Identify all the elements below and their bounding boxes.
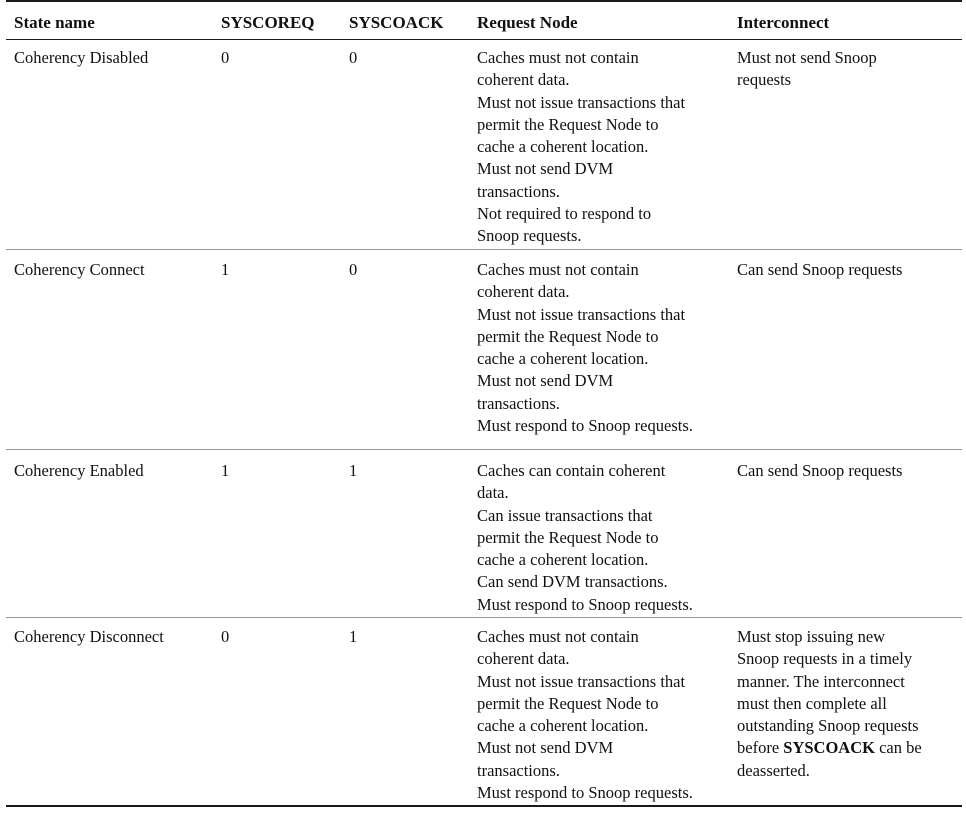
interconnect-cell: Can send Snoop requests	[737, 461, 903, 480]
syscoack-cell: 1	[349, 627, 358, 646]
syscoreq-cell: 0	[221, 627, 230, 646]
state-name-cell: Coherency Connect	[14, 260, 145, 279]
syscoack-signal-name: SYSCOACK	[783, 738, 875, 758]
request-node-cell: Caches must not contain coherent data. Must not issue transactions that permit the Request Node to cache a coherent location. Must not send DVM transactions. Must respond to Snoop requests.	[477, 627, 693, 803]
table-bottom-rule	[6, 805, 962, 807]
state-name-cell: Coherency Disconnect	[14, 627, 164, 646]
state-name-cell: Coherency Enabled	[14, 461, 144, 480]
header-state-name: State name	[14, 13, 95, 32]
header-request-node: Request Node	[477, 13, 578, 32]
table-row-coherency-disabled	[6, 40, 962, 249]
syscoack-cell: 1	[349, 461, 358, 480]
coherency-states-table	[6, 0, 962, 805]
interconnect-cell	[737, 626, 959, 782]
state-name-cell: Coherency Disabled	[14, 48, 149, 67]
header-syscoack: SYSCOACK	[349, 13, 444, 32]
header-syscoreq: SYSCOREQ	[221, 13, 315, 32]
interconnect-cell: Must not send Snoop requests	[737, 48, 877, 90]
syscoack-cell: 0	[349, 48, 358, 67]
request-node-cell: Caches must not contain coherent data. Must not issue transactions that permit the Request Node to cache a coherent location. Must not send DVM transactions. Not required to respond to Snoop requests.	[477, 48, 686, 246]
table-row-coherency-connect	[6, 249, 962, 449]
request-node-cell: Caches can contain coherent data. Can issue transactions that permit the Request Node to cache a coherent location. Can send DVM transactions. Must respond to Snoop requests.	[477, 461, 693, 614]
interconnect-text-after: can be deasserted.	[737, 738, 922, 780]
syscoreq-cell: 0	[221, 48, 230, 67]
syscoreq-cell: 1	[221, 461, 230, 480]
table-row-coherency-disconnect	[6, 617, 962, 805]
interconnect-text-before: Must stop issuing new Snoop requests in a timely manner. The interconnect must then complete all outstanding Snoop requests before	[737, 627, 919, 758]
table-header-row	[6, 0, 962, 40]
syscoack-cell: 0	[349, 260, 358, 279]
request-node-cell: Caches must not contain coherent data. Must not issue transactions that permit the Request Node to cache a coherent location. Must not send DVM transactions. Must respond to Snoop requests.	[477, 260, 693, 436]
syscoreq-cell: 1	[221, 260, 230, 279]
table-row-coherency-enabled	[6, 449, 962, 617]
header-interconnect: Interconnect	[737, 13, 830, 32]
interconnect-cell: Can send Snoop requests	[737, 260, 903, 279]
